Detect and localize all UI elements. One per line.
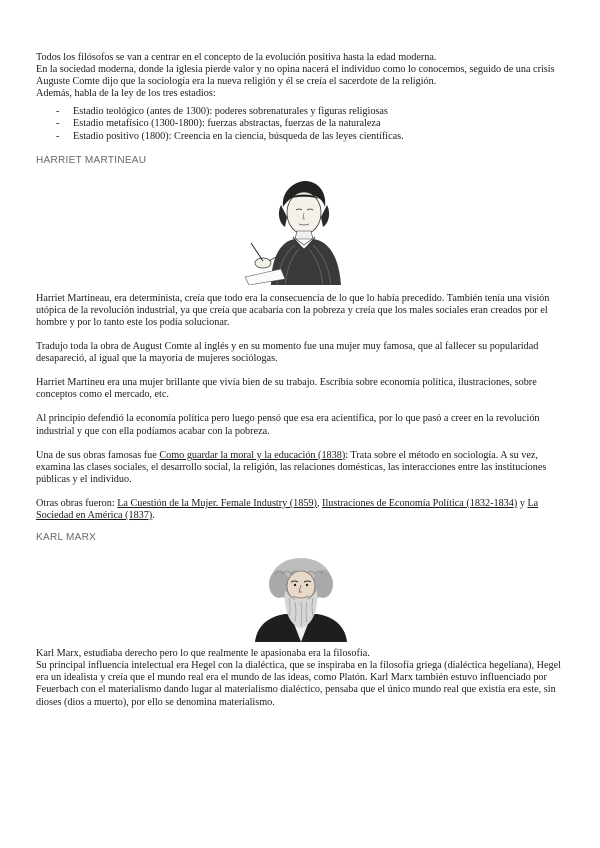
separator: ,	[316, 497, 323, 509]
paragraph: Karl Marx, estudiaba derecho pero lo que realmente le apasionaba era la filosofía.	[36, 648, 370, 660]
paragraph-text: : Trata sobre el método en sociología. A su vez, examina las clases sociales, el desarrollo social, la religión, las relaciones domésticas, las interacciones entre las instituciones públicas y el individuo.	[36, 449, 547, 485]
paragraph: Harriet Martineu era una mujer brillante que vivía bien de su trabajo. Escribía sobre economía política, ilustraciones, sobre conceptos como el mercado, etc.	[36, 377, 537, 401]
section-heading-martineau: HARRIET MARTINEAU	[36, 154, 147, 166]
intro-line: En la sociedad moderna, donde la iglesia pierde valor y no opina nacerá el individuo como lo conocemos, seguido de una crisis	[36, 64, 555, 76]
work-link-society-america[interactable]: La Sociedad en América (1837)	[36, 497, 539, 521]
list-item: - Estadio metafísico (1300-1800): fuerzas abstractas, fuerzas de la naturaleza	[36, 118, 566, 130]
work-link-moral-education[interactable]: Como guardar la moral y la educación (1838)	[159, 449, 346, 461]
paragraph: Su principal influencia intelectual era Hegel con la dialéctica, que se inspiraba en la filosofía griega (dialéctica hegeliana), Hegel era un idealista y creía que el mundo real era el mundo de las ideas, como Platón. Karl Marx también estuvo influenciado por Feuerbach con el materialismo dando lugar al materialismo dialéctico, pensaba que el único mundo real que existía era este, sin dioses (dios a muerto), por ello se denomina materialismo.	[36, 660, 561, 708]
martineau-portrait-image	[241, 177, 361, 285]
section-heading-marx: KARL MARX	[36, 532, 97, 544]
paragraph: Al principio defendió la economía política pero luego pensó que esa era acientífica, por lo que pasó a creer en la revolución industrial y que con ella podíamos acabar con la pobreza.	[36, 413, 540, 437]
paragraph: Harriet Martineau, era determinista, creía que todo era la consecuencia de lo que lo había precedido. También tenía una visión utópica de la revolución industrial, ya que creía que acabaría con la pobreza y creía que los males sociales eran creados por el hombre y por lo tanto este los podía solucionar.	[36, 292, 550, 328]
intro-line: Además, habla de la ley de los tres estadios:	[36, 88, 216, 100]
period: .	[152, 509, 155, 521]
separator: y	[517, 497, 528, 509]
work-link-female-industry[interactable]: La Cuestión de la Mujer. Female Industry (1859)	[117, 497, 317, 509]
intro-section	[36, 52, 566, 100]
document-page	[36, 52, 566, 709]
intro-line: Auguste Comte dijo que la sociología era la nueva religión y él se creía el sacerdote de la religión.	[36, 76, 437, 88]
intro-line: Todos los filósofos se van a centrar en el concepto de la evolución positiva hasta la edad moderna.	[36, 52, 437, 63]
work-link-political-economy[interactable]: Ilustraciones de Economía Política (1832-1834)	[322, 497, 518, 509]
marx-portrait-image	[251, 554, 351, 642]
paragraph-famous-work	[36, 450, 566, 486]
paragraph: Tradujo toda la obra de August Comte al inglés y en su momento fue una mujer muy famosa, que al fallecer su popularidad desapareció, al igual que la mayoría de mujeres sociólogas.	[36, 341, 539, 365]
list-item: - Estadio positivo (1800): Creencia en la ciencia, búsqueda de las leyes científicas.	[36, 131, 566, 143]
paragraph-text: Una de sus obras famosas fue	[36, 449, 160, 461]
stages-list	[36, 106, 566, 142]
paragraph-text: Otras obras fueron:	[36, 497, 118, 509]
list-item: - Estadio teológico (antes de 1300): poderes sobrenaturales y figuras religiosas	[36, 106, 566, 118]
paragraph-other-works	[36, 498, 566, 522]
